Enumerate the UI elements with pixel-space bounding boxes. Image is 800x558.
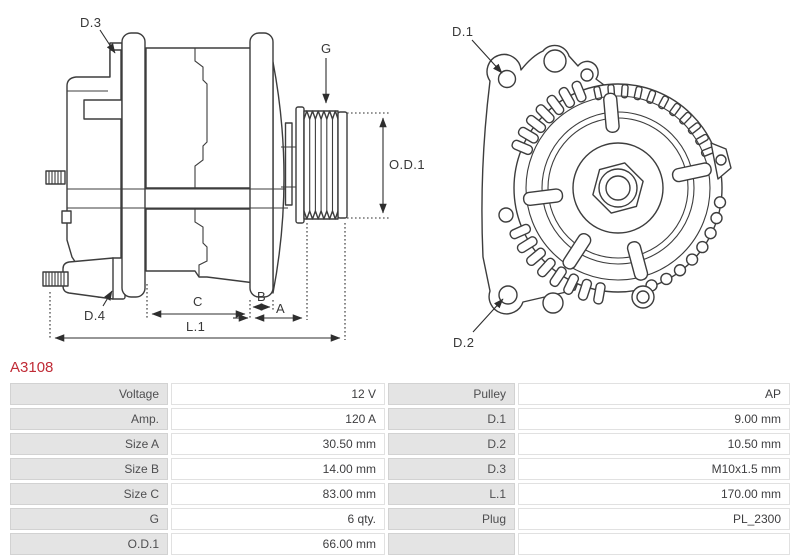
label-od1: O.D.1	[389, 157, 425, 172]
label-d3: D.3	[80, 15, 102, 30]
arrow-d3	[100, 30, 115, 53]
front-view-drawing	[452, 24, 731, 350]
arrow-d2	[473, 299, 503, 332]
spec-value-cell: 170.00 mm	[518, 483, 790, 505]
lower-mount-lug	[63, 258, 113, 299]
mount-hole-d1	[499, 71, 516, 88]
spec-label-cell: G	[10, 508, 168, 530]
stator-lower	[146, 209, 255, 283]
side-view-drawing	[43, 15, 425, 340]
spec-value-cell	[518, 533, 790, 555]
spec-label-cell: Size A	[10, 433, 168, 455]
part-number[interactable]: A3108	[10, 359, 54, 376]
shaft-center	[606, 176, 630, 200]
spec-label-cell: Size B	[10, 458, 168, 480]
label-d1: D.1	[452, 24, 474, 39]
mount-hole-d2	[499, 286, 517, 304]
spec-value-cell: 120 A	[171, 408, 385, 430]
spec-label-cell: Pulley	[388, 383, 515, 405]
spec-value-cell: 14.00 mm	[171, 458, 385, 480]
spec-value-cell: 30.50 mm	[171, 433, 385, 455]
label-a: A	[276, 301, 286, 316]
spec-value-cell: AP	[518, 383, 790, 405]
spec-label-cell: D.1	[388, 408, 515, 430]
spec-label-cell: D.3	[388, 458, 515, 480]
spec-label-cell: O.D.1	[10, 533, 168, 555]
spec-label-cell: Plug	[388, 508, 515, 530]
drive-end-bulge	[273, 62, 284, 293]
spec-label-cell: Size C	[10, 483, 168, 505]
spec-label-cell: Amp.	[10, 408, 168, 430]
threaded-stud-bottom	[43, 272, 68, 286]
stator-upper	[146, 48, 255, 188]
pulley	[296, 107, 347, 223]
dimension-a	[233, 301, 302, 318]
spec-value-cell: 66.00 mm	[171, 533, 385, 555]
spec-table	[10, 383, 791, 555]
label-g: G	[321, 41, 332, 56]
dimension-od1	[383, 118, 425, 213]
spec-value-cell: M10x1.5 mm	[518, 458, 790, 480]
spec-label-cell	[388, 533, 515, 555]
spec-value-cell: PL_2300	[518, 508, 790, 530]
threaded-stud-top	[46, 171, 65, 184]
spec-value-cell: 12 V	[171, 383, 385, 405]
callout-d2	[453, 299, 503, 350]
shaft	[286, 123, 293, 205]
front-mount-ear	[122, 33, 145, 297]
label-l1: L.1	[186, 319, 206, 334]
spec-value-cell: 10.50 mm	[518, 433, 790, 455]
spec-label-cell: D.2	[388, 433, 515, 455]
spec-value-cell: 9.00 mm	[518, 408, 790, 430]
spec-value-cell: 83.00 mm	[171, 483, 385, 505]
label-d4: D.4	[84, 308, 106, 323]
label-b: B	[257, 289, 267, 304]
spec-value-cell: 6 qty.	[171, 508, 385, 530]
terminal-block	[84, 100, 122, 119]
label-d2: D.2	[453, 335, 475, 350]
spec-label-cell: L.1	[388, 483, 515, 505]
drive-end-bracket	[250, 33, 273, 297]
spec-label-cell: Voltage	[10, 383, 168, 405]
label-c: C	[193, 294, 203, 309]
dimension-c	[152, 294, 245, 314]
callout-g	[321, 41, 332, 103]
